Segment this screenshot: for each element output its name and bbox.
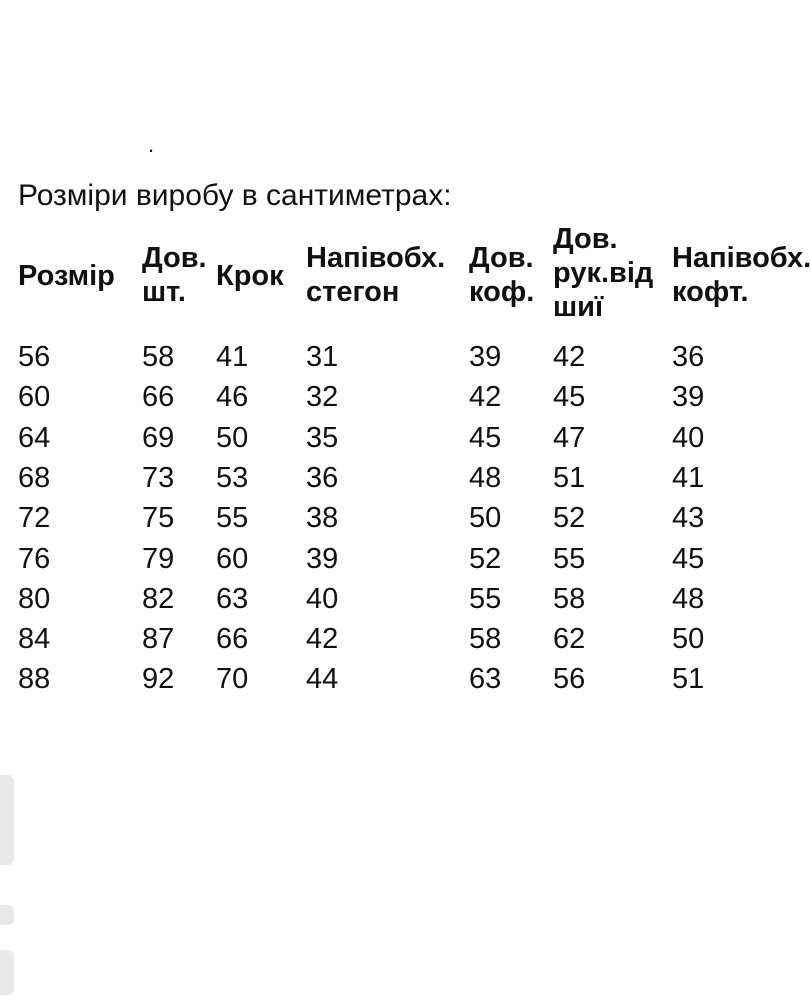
- table-cell: 69: [142, 422, 175, 454]
- table-cell: 44: [306, 663, 339, 695]
- table-cell: 50: [216, 422, 249, 454]
- table-cell: 75: [142, 502, 175, 534]
- table-cell: 45: [553, 381, 586, 413]
- table-cell: 82: [142, 583, 175, 615]
- header-cell: [306, 241, 445, 309]
- edge-artifact: [0, 775, 14, 865]
- table-cell: 40: [672, 422, 705, 454]
- header-line: Крок: [216, 260, 284, 292]
- table-cell: 32: [306, 381, 339, 413]
- table-cell: 76: [18, 543, 51, 575]
- table-cell: 64: [18, 422, 51, 454]
- table-cell: 35: [306, 422, 339, 454]
- table-cell: 48: [469, 462, 502, 494]
- table-cell: 39: [306, 543, 339, 575]
- table-cell: 58: [142, 341, 175, 373]
- table-cell: 50: [672, 623, 705, 655]
- header-cell: [672, 241, 811, 309]
- header-line: Напівобх.: [306, 242, 446, 274]
- header-line: Дов.: [142, 242, 207, 274]
- table-cell: 55: [216, 502, 249, 534]
- table-cell: 84: [18, 623, 51, 655]
- edge-artifact: [0, 950, 14, 995]
- header-cell: [469, 241, 534, 309]
- header-line: шиї: [553, 291, 604, 323]
- table-cell: 42: [306, 623, 339, 655]
- table-cell: 68: [18, 462, 51, 494]
- table-cell: 56: [18, 341, 51, 373]
- table-cell: 88: [18, 663, 51, 695]
- edge-artifact: [0, 905, 14, 925]
- table-cell: 48: [672, 583, 705, 615]
- table-cell: 52: [553, 502, 586, 534]
- table-cell: 55: [469, 583, 502, 615]
- table-cell: 38: [306, 502, 339, 534]
- table-cell: 31: [306, 341, 339, 373]
- table-cell: 39: [469, 341, 502, 373]
- table-cell: 92: [142, 663, 175, 695]
- table-cell: 40: [306, 583, 339, 615]
- table-cell: 43: [672, 502, 705, 534]
- table-cell: 58: [469, 623, 502, 655]
- table-cell: 45: [672, 543, 705, 575]
- table-cell: 73: [142, 462, 175, 494]
- table-cell: 42: [553, 341, 586, 373]
- header-line: кофт.: [672, 276, 749, 308]
- table-cell: 63: [216, 583, 249, 615]
- table-cell: 51: [672, 663, 705, 695]
- table-cell: 63: [469, 663, 502, 695]
- table-cell: 45: [469, 422, 502, 454]
- table-cell: 66: [216, 623, 249, 655]
- header-cell: [18, 259, 115, 293]
- table-cell: 87: [142, 623, 175, 655]
- table-cell: 60: [18, 381, 51, 413]
- table-cell: 55: [553, 543, 586, 575]
- table-cell: 39: [672, 381, 705, 413]
- table-cell: 50: [469, 502, 502, 534]
- table-cell: 36: [672, 341, 705, 373]
- table-cell: 47: [553, 422, 586, 454]
- header-cell: [142, 241, 207, 309]
- table-cell: 80: [18, 583, 51, 615]
- table-cell: 53: [216, 462, 249, 494]
- table-cell: 42: [469, 381, 502, 413]
- table-cell: 79: [142, 543, 175, 575]
- table-cell: 60: [216, 543, 249, 575]
- sizes-heading: Розміри виробу в сантиметрах:: [18, 179, 452, 212]
- header-line: Дов.: [553, 223, 618, 255]
- table-cell: 52: [469, 543, 502, 575]
- header-line: коф.: [469, 276, 535, 308]
- table-cell: 41: [672, 462, 705, 494]
- header-line: стегон: [306, 276, 400, 308]
- table-cell: 70: [216, 663, 249, 695]
- header-line: Дов.: [469, 242, 534, 274]
- stray-dot: .: [148, 132, 155, 157]
- header-line: Напівобх.: [672, 242, 811, 274]
- table-cell: 46: [216, 381, 249, 413]
- header-line: рук.від: [553, 257, 654, 289]
- table-cell: 36: [306, 462, 339, 494]
- table-cell: 66: [142, 381, 175, 413]
- header-cell: [553, 222, 653, 324]
- table-cell: 41: [216, 341, 249, 373]
- header-line: шт.: [142, 276, 186, 308]
- header-cell: [216, 259, 284, 293]
- table-cell: 58: [553, 583, 586, 615]
- table-cell: 56: [553, 663, 586, 695]
- table-cell: 72: [18, 502, 51, 534]
- header-line: Розмір: [18, 260, 115, 292]
- table-cell: 51: [553, 462, 586, 494]
- table-cell: 62: [553, 623, 586, 655]
